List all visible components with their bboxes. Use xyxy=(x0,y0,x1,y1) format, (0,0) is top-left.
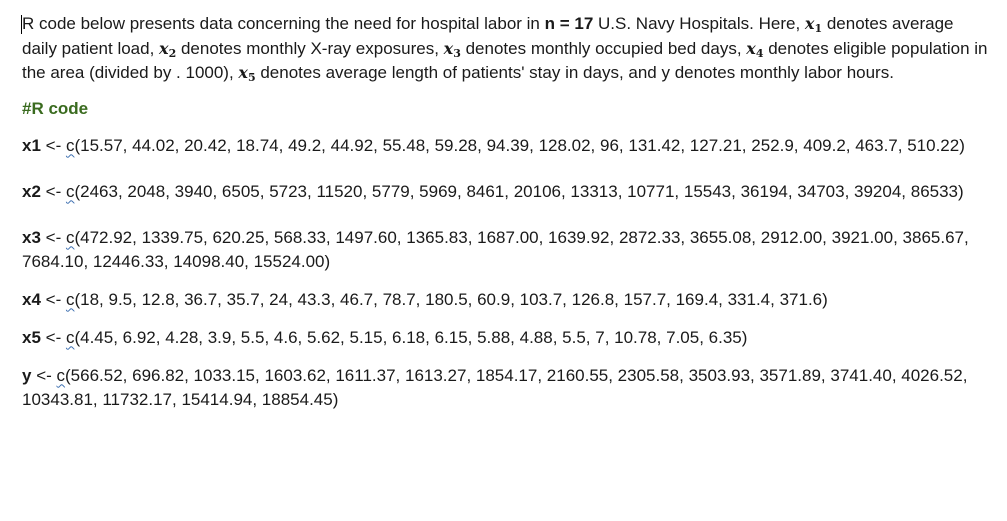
sample-size: n = 17 xyxy=(544,14,594,33)
code-line-x2: x2 <- c(2463, 2048, 3940, 6505, 5723, 11520, 5779, 5969, 8461, 20106, 13313, 10771, 15543, 36194, 34703, 39204, 86533) xyxy=(22,181,964,201)
code-line-x5: x5 <- c(4.45, 6.92, 4.28, 3.9, 5.5, 4.6, 5.62, 5.15, 6.18, 6.15, 5.88, 4.88, 5.5, 7, 10.78, 7.05, 6.35) xyxy=(22,327,748,347)
code-line-x4: x4 <- c(18, 9.5, 12.8, 36.7, 35.7, 24, 43.3, 46.7, 78.7, 180.5, 60.9, 103.7, 126.8, 157.7, 169.4, 331.4, 371.6) xyxy=(22,289,828,309)
var-x1: $x_1$ xyxy=(804,14,823,35)
code-line-x1: x1 <- c(15.57, 44.02, 20.42, 18.74, 49.2, 44.92, 55.48, 59.28, 94.39, 128.02, 96, 131.42, 127.21, 252.9, 409.2, 463.7, 510.22) xyxy=(22,135,965,155)
code-line-y: y <- c(566.52, 696.82, 1033.15, 1603.62, 1611.37, 1613.27, 1854.17, 2160.55, 2305.58, 3503.93, 3571.89, 3741.40, 4026.52, 10343.81, 11732.17, 15414.94, 18854.45) xyxy=(22,365,968,409)
code-heading: #R code xyxy=(22,98,89,118)
document-body xyxy=(22,12,990,412)
var-x2: $x_2$ xyxy=(159,38,177,60)
intro-text: R code below presents data concerning the need for hospital labor in xyxy=(22,14,545,33)
intro-text: denotes monthly X-ray exposures, xyxy=(176,38,444,58)
var-x3: $x_3$ xyxy=(443,38,461,60)
intro-text: denotes average length of patients' stay in days, and y denotes monthly labor hours. xyxy=(255,63,894,82)
text-cursor xyxy=(21,15,22,34)
intro-text: denotes eligible population in the area (divided by . 1000), xyxy=(22,38,988,82)
intro-text: denotes average daily patient load, xyxy=(22,14,954,58)
code-line-x3: x3 <- c(472.92, 1339.75, 620.25, 568.33, 1497.60, 1365.83, 1687.00, 1639.92, 2872.33, 3655.08, 2912.00, 3921.00, 3865.67, 7684.10, 12446.33, 14098.40, 15524.00) xyxy=(22,227,969,271)
var-x5: $x_5$ xyxy=(238,63,256,84)
intro-paragraph xyxy=(22,12,990,86)
intro-text: U.S. Navy Hospitals. Here, xyxy=(593,14,805,33)
var-x4: $x_4$ xyxy=(746,38,764,60)
intro-text: denotes monthly occupied bed days, xyxy=(460,38,747,58)
